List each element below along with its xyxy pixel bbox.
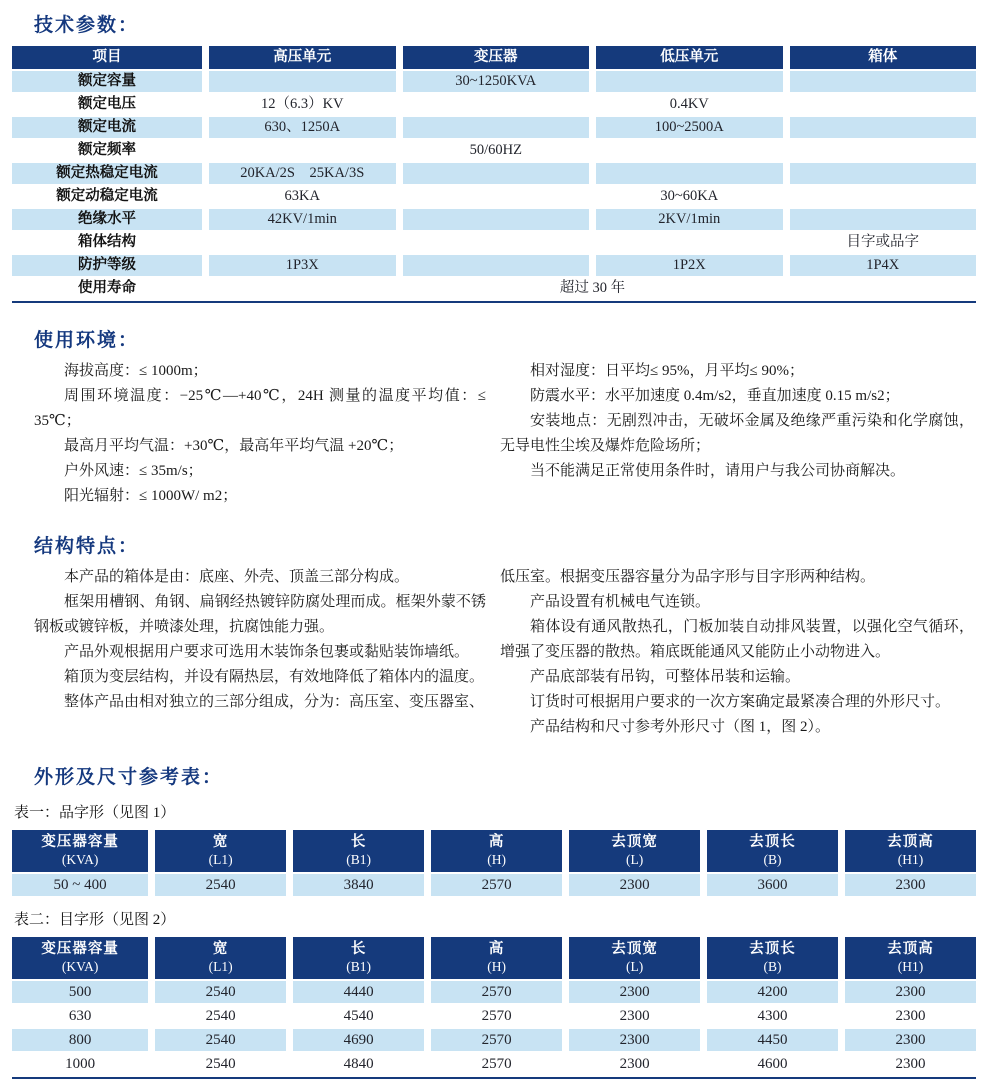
tech-row-label: 额定电压 — [78, 96, 136, 112]
tech-cell: 630、1250A — [209, 117, 396, 138]
tech-row-label: 额定动稳定电流 — [56, 188, 158, 204]
tech-row-label: 绝缘水平 — [12, 209, 202, 230]
tech-cell — [790, 117, 977, 138]
tech-cell — [596, 163, 783, 184]
tech-row-label: 额定容量 — [12, 71, 202, 92]
dim-cell: 2300 — [845, 1029, 976, 1051]
dim-cell: 4540 — [343, 1008, 374, 1024]
paragraph: 本产品的箱体是由：底座、外壳、顶盖三部分构成。 — [64, 569, 410, 585]
paragraph: 户外风速：≤ 35m/s； — [64, 463, 203, 479]
tech-cell — [209, 71, 396, 92]
tech-column-header: 低压单元 — [596, 46, 783, 69]
tech-cell: 超过 30 年 — [559, 280, 626, 296]
tech-cell: 42KV/1min — [209, 209, 396, 230]
dim-column-unit: (B1) — [346, 959, 372, 974]
dim-cell: 2540 — [205, 1008, 236, 1024]
dim-column-unit: (L) — [625, 959, 644, 974]
tech-cell: 12（6.3）KV — [260, 96, 344, 112]
dimensions-section — [12, 762, 976, 1079]
dim-cell: 2540 — [155, 874, 286, 896]
structure-right-column — [500, 565, 974, 740]
dim-column-unit: (B1) — [346, 852, 372, 867]
dim-column-header — [569, 937, 700, 979]
dim-cell: 3840 — [293, 874, 424, 896]
dim-cell: 4300 — [757, 1008, 788, 1024]
dim-column-header — [845, 830, 976, 872]
dim-column-header — [431, 830, 562, 872]
tech-cell: 50/60HZ — [469, 142, 522, 158]
tech-params-table — [12, 46, 976, 299]
dim-cell: 2570 — [431, 981, 562, 1003]
tech-table-bottom-rule — [12, 301, 976, 303]
dim-column-header — [431, 937, 562, 979]
dim-column-unit: (KVA) — [61, 852, 99, 867]
dim-column-name: 高 — [488, 834, 505, 850]
dim-cell: 2300 — [569, 874, 700, 896]
paragraph: 订货时可根据用户要求的一次方案确定最紧凑合理的外形尺寸。 — [530, 694, 951, 710]
dim-column-name: 长 — [350, 941, 367, 957]
dim-column-name: 宽 — [212, 941, 229, 957]
tech-row-label: 额定频率 — [78, 142, 136, 158]
tech-cell — [403, 186, 590, 207]
tech-cell — [790, 94, 977, 115]
dim-column-header — [155, 937, 286, 979]
dim-column-unit: (L) — [625, 852, 644, 867]
tech-params-heading: 技术参数： — [34, 15, 140, 36]
paragraph: 产品结构和尺寸参考外形尺寸（图 1，图 2）。 — [530, 719, 831, 735]
dim-cell: 2300 — [619, 1056, 650, 1072]
tech-cell — [790, 71, 977, 92]
dim-cell: 2300 — [569, 1029, 700, 1051]
dim-column-name: 变压器容量 — [41, 941, 119, 957]
dim-column-name: 去顶宽 — [611, 834, 658, 850]
tech-cell — [403, 232, 590, 253]
dim-column-header — [12, 830, 148, 872]
dim-column-name: 去顶长 — [749, 941, 796, 957]
tech-column-header: 箱体 — [790, 46, 977, 69]
tech-cell — [790, 163, 977, 184]
paragraph: 产品设置有机械电气连锁。 — [530, 594, 711, 610]
dim-cell: 2300 — [569, 981, 700, 1003]
dim-cell: 4690 — [293, 1029, 424, 1051]
paragraph: 低压室。根据变压器容量分为品字形与目字形两种结构。 — [500, 569, 876, 585]
dim-column-header — [293, 830, 424, 872]
dim-table2-caption: 表二：目字形（见图 2） — [14, 912, 176, 928]
tech-cell — [790, 140, 977, 161]
tech-row-label: 额定电流 — [12, 117, 202, 138]
dim-cell: 4600 — [757, 1056, 788, 1072]
tech-cell — [596, 232, 783, 253]
tech-row-label: 使用寿命 — [78, 280, 136, 296]
dim-cell: 2300 — [895, 1008, 926, 1024]
tech-row-label: 箱体结构 — [78, 234, 136, 250]
paragraph: 海拔高度：≤ 1000m； — [64, 363, 208, 379]
tech-cell: 30~60KA — [660, 188, 719, 204]
dim-column-header — [707, 830, 838, 872]
dim-column-unit: (H) — [487, 852, 506, 867]
tech-cell: 63KA — [284, 188, 320, 204]
tech-cell — [403, 94, 590, 115]
dim-column-unit: (H1) — [897, 852, 924, 867]
tech-cell — [403, 209, 590, 230]
paragraph: 框架用槽钢、角钢、扁钢经热镀锌防腐处理而成。框架外蒙不锈钢板或镀锌板，并喷漆处理，抗腐蚀能力强。 — [34, 594, 486, 635]
tech-row-label: 额定热稳定电流 — [12, 163, 202, 184]
dim-column-header — [845, 937, 976, 979]
dim-cell: 2300 — [845, 874, 976, 896]
dim-cell: 50 ~ 400 — [12, 874, 148, 896]
dim-column-unit: (L1) — [208, 959, 233, 974]
tech-cell: 0.4KV — [669, 96, 709, 112]
dim-column-unit: (B) — [763, 852, 782, 867]
tech-column-header: 项目 — [12, 46, 202, 69]
paragraph: 相对湿度：日平均≤ 95%，月平均≤ 90%； — [530, 363, 804, 379]
tech-cell — [403, 255, 590, 276]
dim-column-unit: (KVA) — [61, 959, 99, 974]
paragraph: 产品底部装有吊钩，可整体吊装和运输。 — [530, 669, 801, 685]
dim-column-name: 去顶高 — [887, 941, 934, 957]
paragraph: 产品外观根据用户要求可选用木装饰条包裹或黏贴装饰墙纸。 — [64, 644, 470, 660]
structure-left-column — [34, 565, 486, 740]
dim-column-unit: (B) — [763, 959, 782, 974]
dim-cell: 1000 — [65, 1056, 96, 1072]
paragraph: 周围环境温度：−25℃—+40℃，24H 测量的温度平均值：≤ 35℃； — [34, 388, 486, 429]
dim-cell: 2570 — [431, 1029, 562, 1051]
dim-column-unit: (H) — [487, 959, 506, 974]
dim-cell: 2540 — [155, 1029, 286, 1051]
structure-section — [12, 531, 976, 740]
dim-column-unit: (L1) — [208, 852, 233, 867]
dim-cell: 2300 — [895, 1056, 926, 1072]
dim-cell: 4440 — [293, 981, 424, 1003]
dim-cell: 2540 — [155, 981, 286, 1003]
paragraph: 整体产品由相对独立的三部分组成，分为：高压室、变压器室、 — [64, 694, 485, 710]
dim-cell: 2540 — [205, 1056, 236, 1072]
dim-table2 — [12, 937, 976, 1075]
dim-column-header — [12, 937, 148, 979]
dim-column-header — [707, 937, 838, 979]
dim-cell: 2300 — [619, 1008, 650, 1024]
environment-left-column — [34, 359, 486, 509]
dim-cell: 800 — [12, 1029, 148, 1051]
tech-cell — [403, 163, 590, 184]
tech-cell: 20KA/2S 25KA/3S — [209, 163, 396, 184]
dimensions-heading: 外形及尺寸参考表： — [34, 767, 224, 788]
paragraph: 箱体设有通风散热孔，门板加装自动排风装置，以强化空气循环，增强了变压器的散热。箱底既能通风又能防止小动物进入。 — [500, 619, 974, 660]
dim-column-header — [293, 937, 424, 979]
environment-heading: 使用环境： — [34, 330, 140, 351]
dim-column-name: 宽 — [212, 834, 229, 850]
tech-cell — [209, 232, 396, 253]
dim-cell: 630 — [68, 1008, 92, 1024]
dim-cell: 2570 — [481, 1008, 512, 1024]
dim-cell: 2570 — [481, 1056, 512, 1072]
dim-column-name: 去顶长 — [749, 834, 796, 850]
dim-column-header — [155, 830, 286, 872]
tech-cell: 2KV/1min — [596, 209, 783, 230]
dim-cell: 4840 — [343, 1056, 374, 1072]
tech-cell: 1P3X — [209, 255, 396, 276]
tech-cell: 100~2500A — [596, 117, 783, 138]
dim-column-name: 高 — [488, 941, 505, 957]
dim-column-name: 去顶高 — [887, 834, 934, 850]
structure-heading: 结构特点： — [34, 536, 140, 557]
paragraph: 防震水平：水平加速度 0.4m/s2，垂直加速度 0.15 m/s2； — [530, 388, 900, 404]
dim-cell: 4450 — [707, 1029, 838, 1051]
tech-cell — [790, 186, 977, 207]
dim-column-name: 去顶宽 — [611, 941, 658, 957]
tech-cell: 1P4X — [790, 255, 977, 276]
tech-cell — [790, 209, 977, 230]
dim-column-name: 变压器容量 — [41, 834, 119, 850]
dim-column-name: 长 — [350, 834, 367, 850]
tech-cell — [596, 71, 783, 92]
tech-cell: 1P2X — [596, 255, 783, 276]
paragraph: 箱顶为变层结构，并设有隔热层，有效地降低了箱体内的温度。 — [64, 669, 485, 685]
dim-cell: 3600 — [707, 874, 838, 896]
dim-cell: 4200 — [707, 981, 838, 1003]
dim-column-header — [569, 830, 700, 872]
tech-cell: 30~1250KVA — [403, 71, 590, 92]
dim-cell: 500 — [12, 981, 148, 1003]
paragraph: 最高月平均气温：+30℃，最高年平均气温 +20℃； — [64, 438, 404, 454]
paragraph: 安装地点：无剧烈冲击，无破坏金属及绝缘严重污染和化学腐蚀，无导电性尘埃及爆炸危险场所； — [500, 413, 974, 454]
environment-right-column — [500, 359, 974, 509]
tech-cell — [403, 117, 590, 138]
dim-cell: 2300 — [845, 981, 976, 1003]
dim-table1 — [12, 830, 976, 896]
tech-cell: 目字或品字 — [846, 234, 919, 250]
tech-row-label: 防护等级 — [12, 255, 202, 276]
dim-column-unit: (H1) — [897, 959, 924, 974]
paragraph: 阳光辐射：≤ 1000W/ m2； — [64, 488, 238, 504]
dim-table1-caption: 表一：品字形（见图 1） — [14, 805, 176, 821]
environment-section — [12, 325, 976, 509]
tech-column-header: 高压单元 — [209, 46, 396, 69]
tech-column-header: 变压器 — [403, 46, 590, 69]
dim-cell: 2570 — [431, 874, 562, 896]
paragraph: 当不能满足正常使用条件时，请用户与我公司协商解决。 — [530, 463, 906, 479]
